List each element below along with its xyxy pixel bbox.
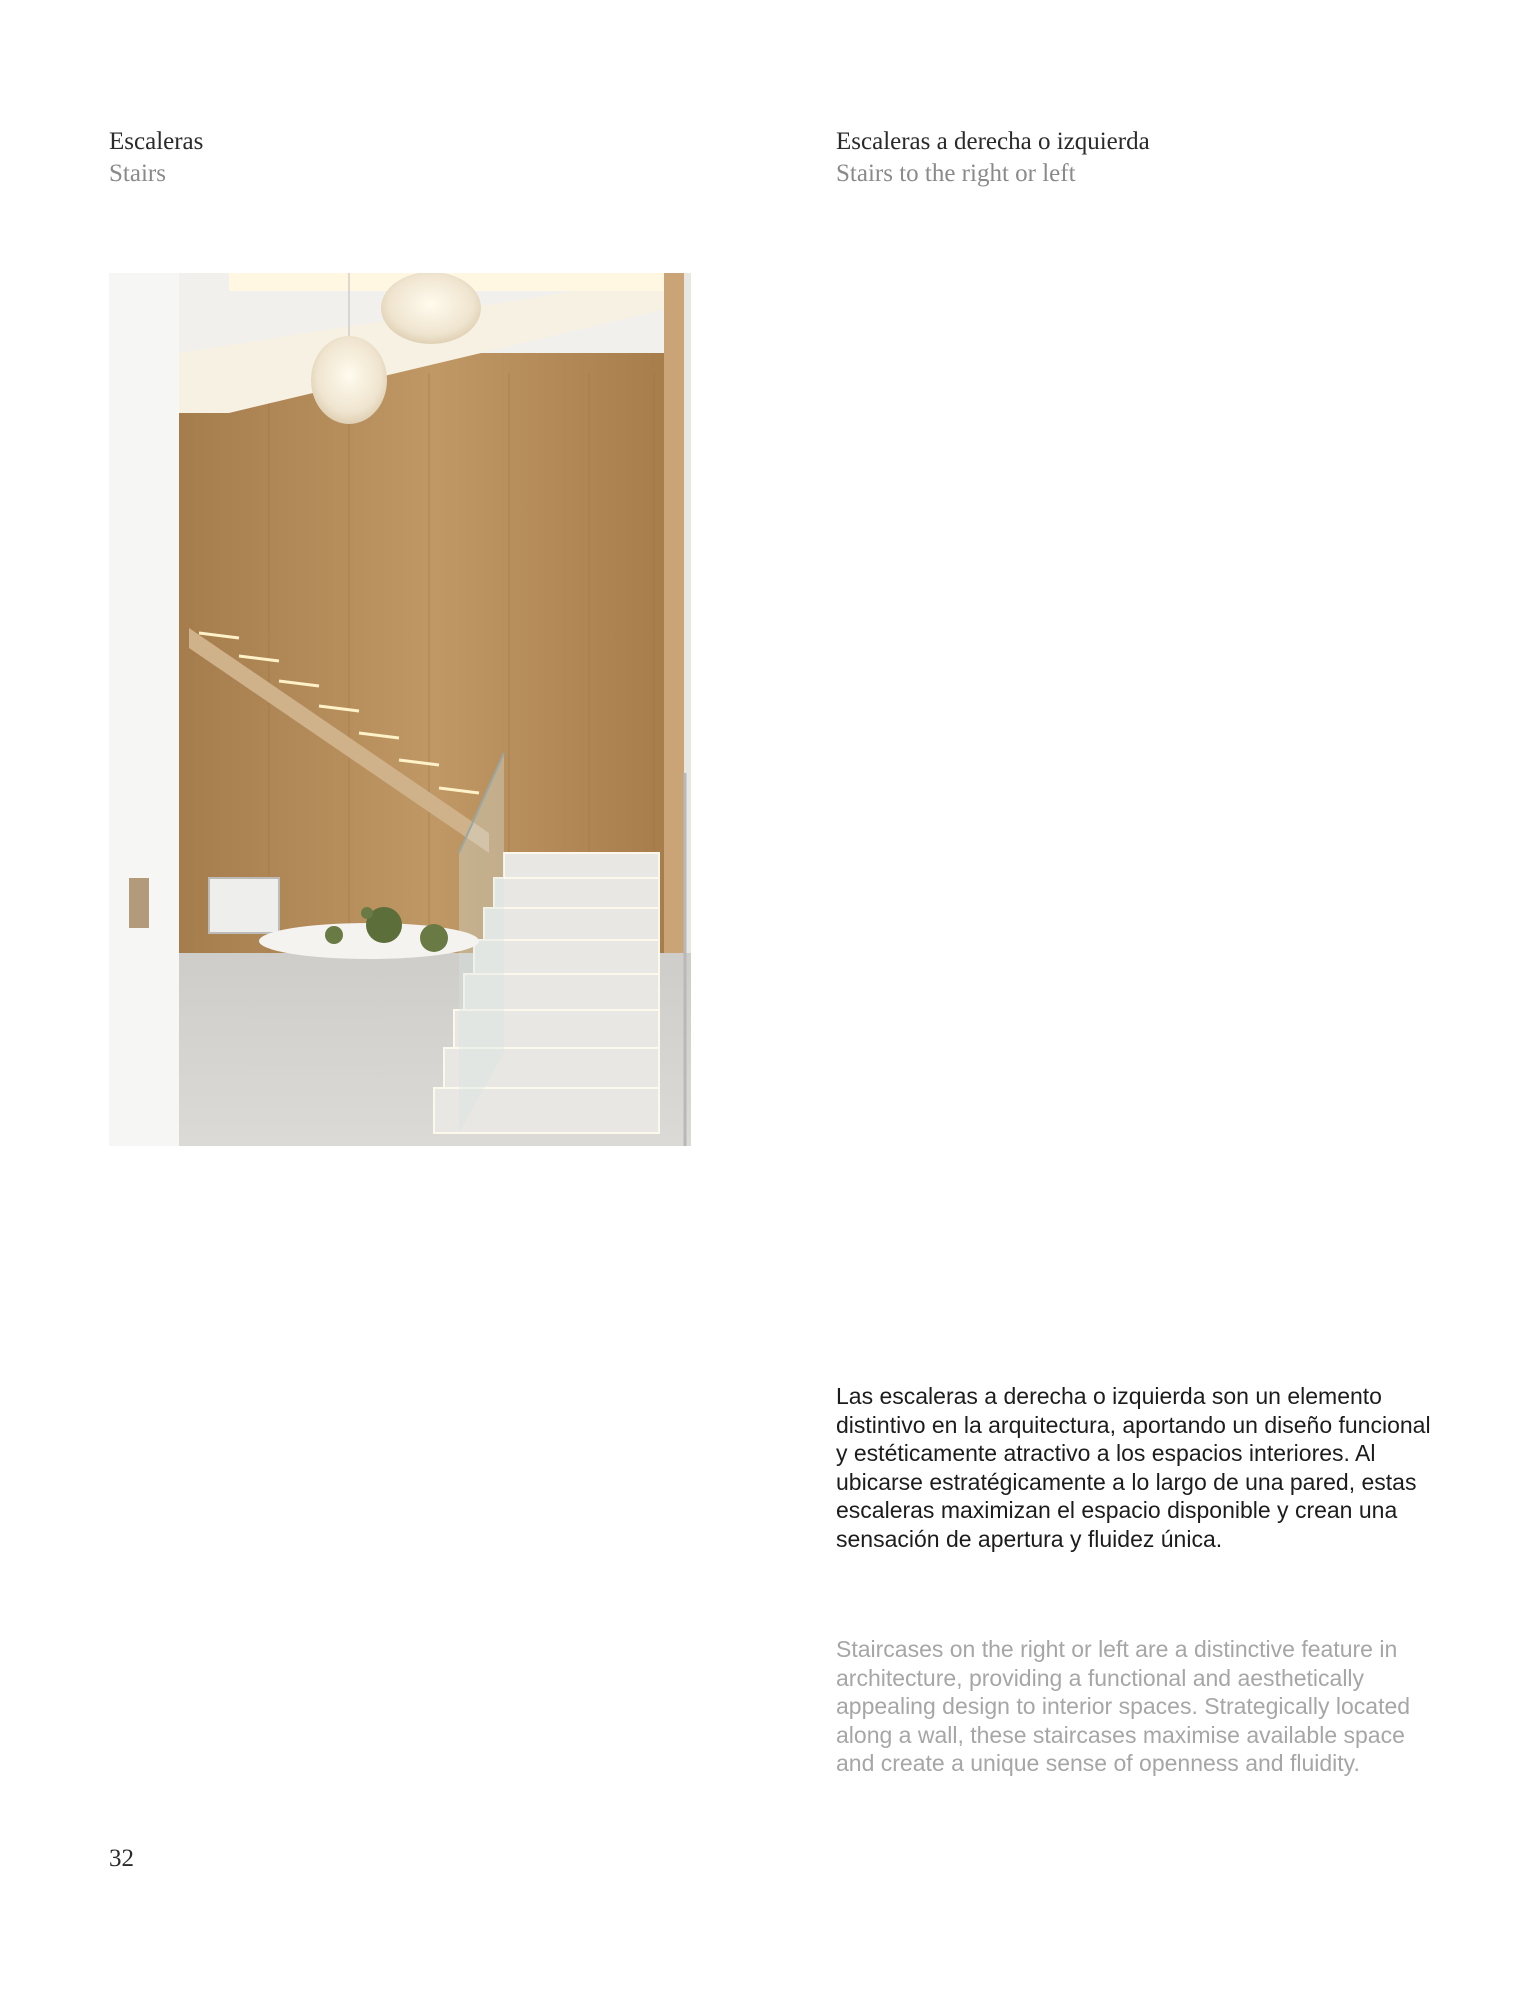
page-number: 32 <box>109 1845 134 1872</box>
subsection-title-en: Stairs to the right or left <box>836 160 1076 187</box>
staircase-photo <box>109 273 691 1146</box>
section-title-es: Escaleras <box>109 128 204 155</box>
subsection-title-es: Escaleras a derecha o izquierda <box>836 128 1150 155</box>
section-heading <box>109 126 203 190</box>
subsection-heading <box>836 126 1150 190</box>
section-title-en: Stairs <box>109 160 166 187</box>
paragraph-es: Las escaleras a derecha o izquierda son un elemento distintivo en la arquitectura, aportando un diseño funcional y estéticamente atractivo a los espacios interiores. Al ubicarse estratégicamente a lo largo de una pared, estas escaleras maximizan el espacio disponible y crean una sensación de apertura y fluidez única. <box>836 1383 1431 1552</box>
paragraph-en: Staircases on the right or left are a distinctive feature in architecture, providing a functional and aesthetically appealing design to interior spaces. Strategically located along a wall, these staircases maximise available space and create a unique sense of openness and fluidity. <box>836 1636 1411 1776</box>
